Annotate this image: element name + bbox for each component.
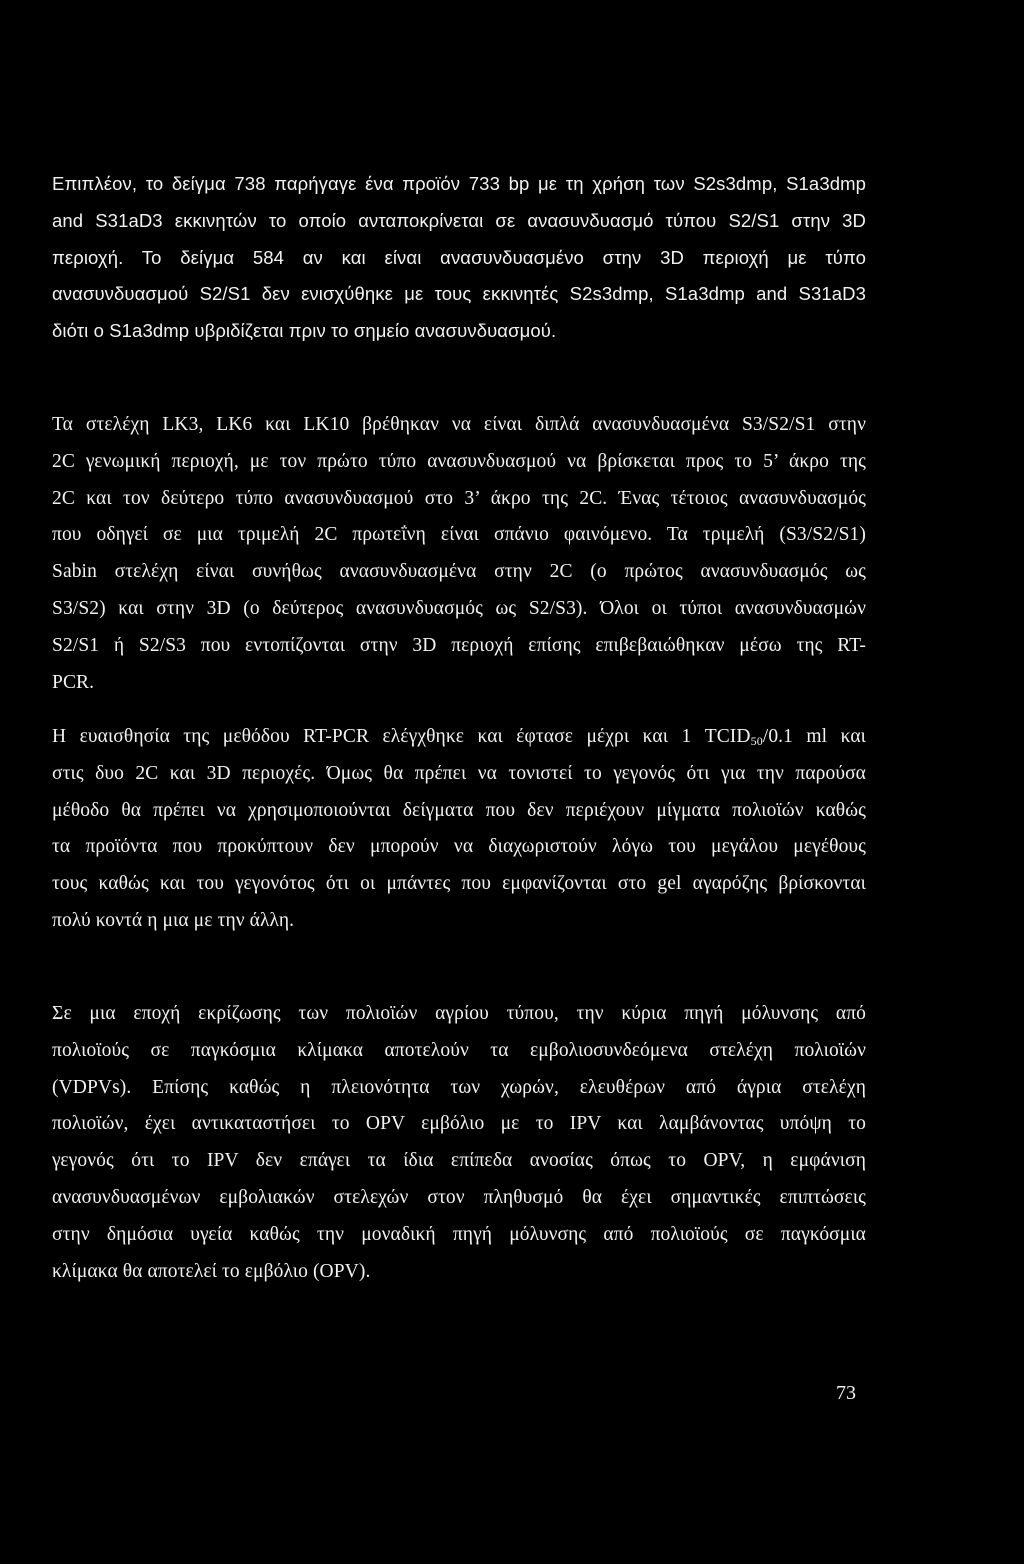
text-line: τους καθώς και του γεγονότος ότι οι μπάντες που εμφανίζονται στο gel αγαρόζης βρίσκονται (52, 873, 866, 895)
text-line: πολιοϊούς σε παγκόσμια κλίμακα αποτελούν τα εμβολιοσυνδεόμενα στελέχη πολιοϊών (52, 1039, 866, 1061)
text-line: μέθοδο θα πρέπει να χρησιμοποιούνται δείγματα που δεν περιέχουν μίγματα πολιοϊών καθώς (52, 799, 866, 821)
text-line: 2C και τον δεύτερο τύπο ανασυνδυασμού στο 3’ άκρο της 2C. Ένας τέτοιος ανασυνδυασμός (52, 487, 866, 509)
text-line: περιοχή. Το δείγμα 584 αν και είναι ανασυνδυασμένο στην 3D περιοχή με τύπο (52, 246, 866, 268)
text-line: S3/S2) και στην 3D (ο δεύτερος ανασυνδυασμός ως S2/S3). Όλοι οι τύποι ανασυνδυασμών (52, 597, 866, 619)
text-line: (VDPVs). Επίσης καθώς η πλειονότητα των χωρών, ελευθέρων από άγρια στελέχη (52, 1076, 866, 1098)
paragraph-3 (52, 719, 866, 940)
text-line: διότι ο S1a3dmp υβριδίζεται πριν το σημείο ανασυνδυασμού. (52, 320, 557, 342)
paragraph-4 (52, 996, 866, 1290)
subscript: 50 (750, 734, 763, 748)
text-line: Sabin στελέχη είναι συνήθως ανασυνδυασμένα στην 2C (ο πρώτος ανασυνδυασμός ως (52, 561, 866, 583)
text-line: ανασυνδυασμένων εμβολιακών στελεχών στον πληθυσμό θα έχει σημαντικές επιπτώσεις (52, 1186, 866, 1208)
text-line: and S31aD3 εκκινητών το οποίο ανταποκρίνεται σε ανασυνδυασμό τύπου S2/S1 στην 3D (52, 209, 866, 231)
text-line: ανασυνδυασμού S2/S1 δεν ενισχύθηκε με τους εκκινητές S2s3dmp, S1a3dmp and S31aD3 (52, 283, 866, 305)
paragraph-2 (52, 407, 866, 701)
text-line: πολύ κοντά η μια με την άλλη. (52, 909, 295, 931)
text-line: γεγονός ότι το IPV δεν επάγει τα ίδια επίπεδα ανοσίας όπως το OPV, η εμφάνιση (52, 1150, 866, 1172)
text-line: στις δυο 2C και 3D περιοχές. Όμως θα πρέπει να τονιστεί το γεγονός ότι για την παρούσα (52, 762, 866, 784)
text-line: πολιοϊών, έχει αντικαταστήσει το OPV εμβόλιο με το IPV και λαμβάνοντας υπόψη το (52, 1113, 866, 1135)
text-line: τα προϊόντα που προκύπτουν δεν μπορούν να διαχωριστούν λόγω του μεγάλου μεγέθους (52, 836, 866, 858)
paragraph-1 (52, 166, 866, 350)
text-line: PCR. (52, 671, 95, 693)
text-line: Η ευαισθησία της μεθόδου RT-PCR ελέγχθηκε και έφτασε μέχρι και 1 $TCID_{50}/0.1$ ml και (52, 726, 866, 748)
text-line: 2C γενωμική περιοχή, με τον πρώτο τύπο ανασυνδυασμού να βρίσκεται προς το 5’ άκρο της (52, 450, 866, 472)
text-line: Σε μια εποχή εκρίζωσης των πολιοϊών αγρίου τύπου, την κύρια πηγή μόλυνσης από (52, 1003, 866, 1024)
text-line: Τα στελέχη LK3, LK6 και LK10 βρέθηκαν να είναι διπλά ανασυνδυασμένα S3/S2/S1 στην (52, 414, 866, 435)
text-line: που οδηγεί σε μια τριμελή 2C πρωτεΐνη είναι σπάνιο φαινόμενο. Τα τριμελή (S3/S2/S1) (52, 524, 866, 546)
text-line: στην δημόσια υγεία καθώς την μοναδική πηγή μόλυνσης από πολιοϊούς σε παγκόσμια (52, 1223, 866, 1245)
text-line: Επιπλέον, το δείγμα 738 παρήγαγε ένα προϊόν 733 bp με τη χρήση των S2s3dmp, S1a3dmp (52, 173, 866, 194)
page-number: 73 (836, 1382, 856, 1404)
text-line: κλίμακα θα αποτελεί το εμβόλιο (OPV). (52, 1260, 371, 1282)
text-line: S2/S1 ή S2/S3 που εντοπίζονται στην 3D περιοχή επίσης επιβεβαιώθηκαν μέσω της RT- (52, 634, 866, 656)
